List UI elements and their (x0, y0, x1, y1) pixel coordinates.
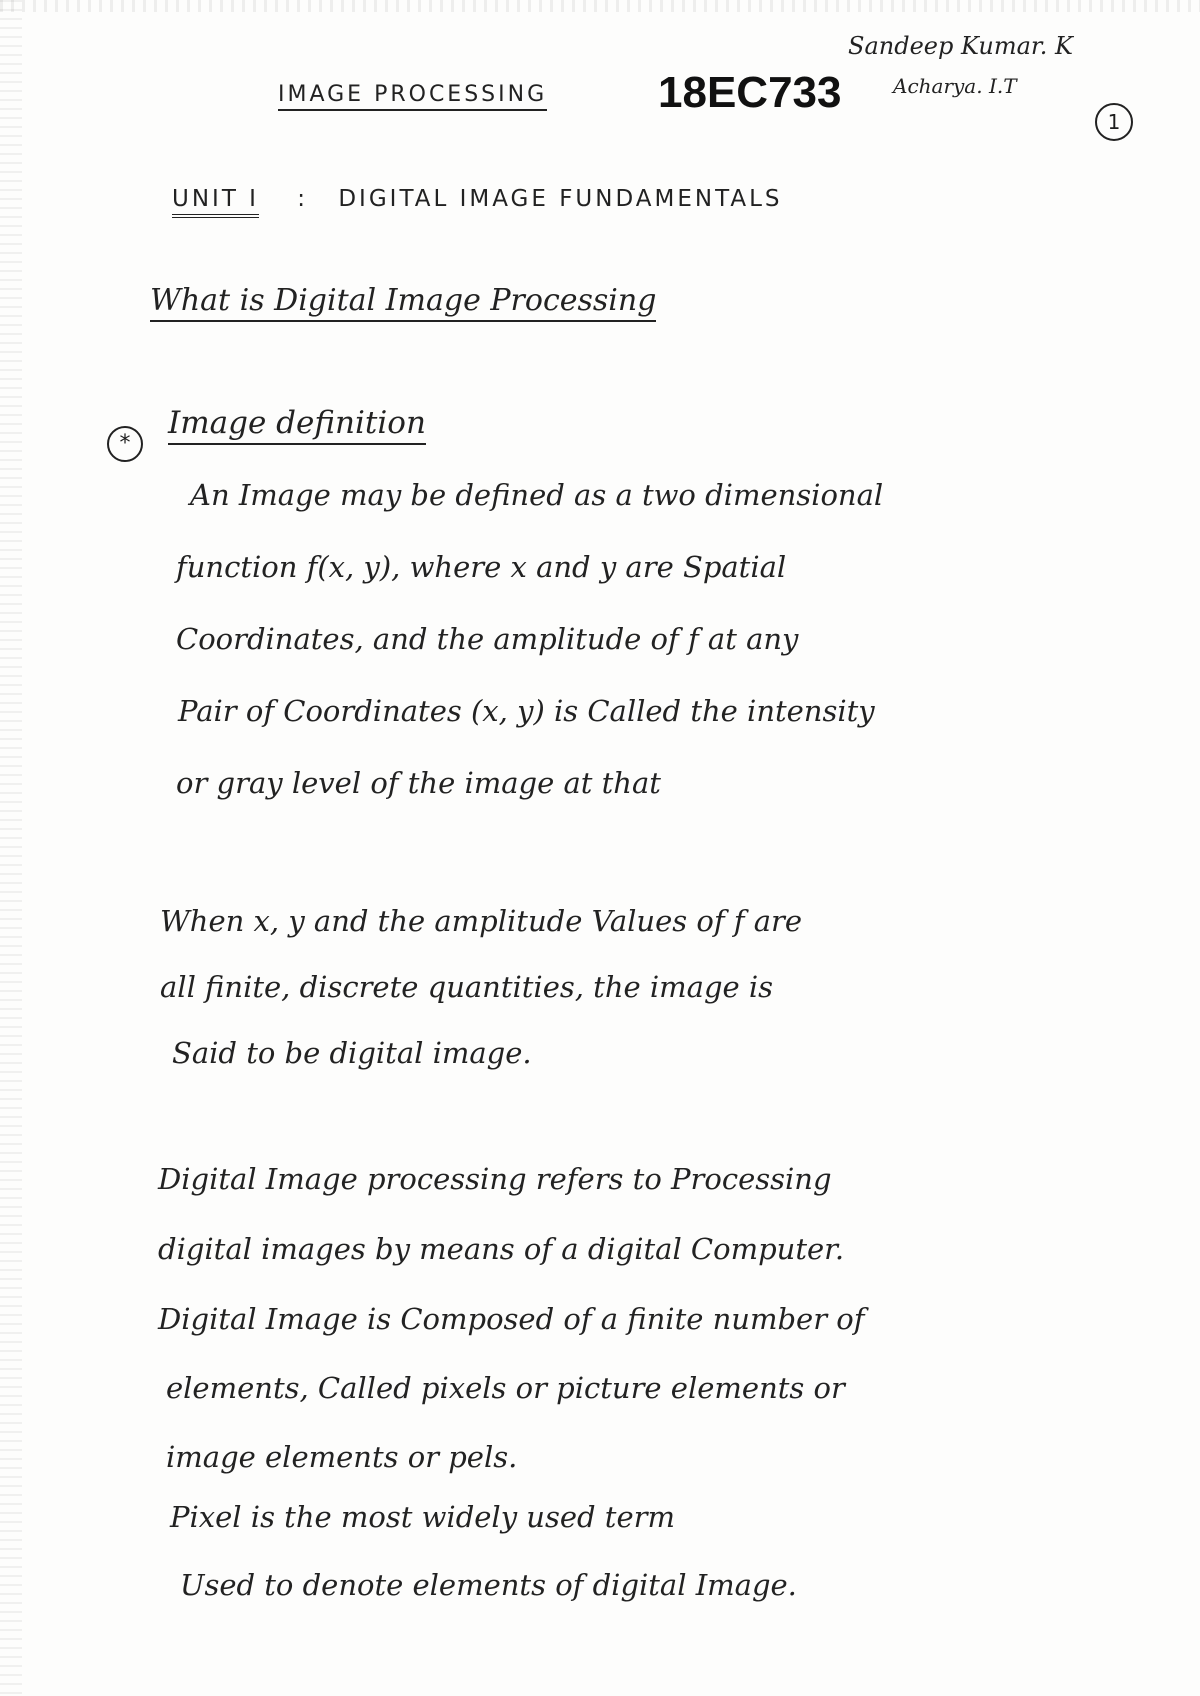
scan-edge-top (0, 0, 1200, 12)
paragraph-line: Said to be digital image. (172, 1036, 532, 1070)
paragraph-line: all finite, discrete quantities, the image is (160, 970, 774, 1004)
unit-label: UNIT I (172, 186, 259, 218)
paragraph-line: Used to denote elements of digital Image. (180, 1568, 797, 1602)
paragraph-line: Coordinates, and the amplitude of f at any (176, 622, 799, 656)
page-number: 1 (1095, 103, 1133, 141)
section-heading (168, 405, 426, 441)
paragraph-line: An Image may be defined as a two dimensional (190, 478, 884, 512)
paragraph-line: Pixel is the most widely used term (170, 1500, 675, 1534)
paragraph-line: Digital Image is Composed of a finite number of (158, 1302, 865, 1336)
author-institution: Acharya. I.T (893, 74, 1017, 98)
paragraph-line: or gray level of the image at that (176, 766, 661, 800)
paragraph-line: Pair of Coordinates (x, y) is Called the intensity (178, 694, 875, 728)
question-heading (150, 283, 656, 318)
paragraph-line: image elements or pels. (166, 1440, 518, 1474)
scan-edge-left (0, 0, 22, 1696)
paragraph-line: function f(x, y), where x and y are Spatial (176, 550, 787, 584)
paragraph-line: Digital Image processing refers to Processing (158, 1162, 832, 1196)
page-title-text: IMAGE PROCESSING (278, 82, 547, 111)
unit-separator: : (297, 186, 309, 212)
section-heading-text: Image definition (168, 405, 426, 445)
paragraph-line: elements, Called pixels or picture elements or (166, 1371, 845, 1405)
course-code-stamp: 18EC733 (658, 68, 842, 117)
author-name: Sandeep Kumar. K (848, 32, 1073, 60)
page-title (278, 82, 547, 107)
paragraph-line: When x, y and the amplitude Values of f are (160, 904, 803, 938)
paragraph-line: digital images by means of a digital Computer. (158, 1232, 845, 1266)
star-bullet-icon: * (107, 426, 143, 462)
unit-line (172, 186, 783, 212)
unit-title: DIGITAL IMAGE FUNDAMENTALS (338, 186, 783, 212)
question-text: What is Digital Image Processing (150, 283, 656, 322)
